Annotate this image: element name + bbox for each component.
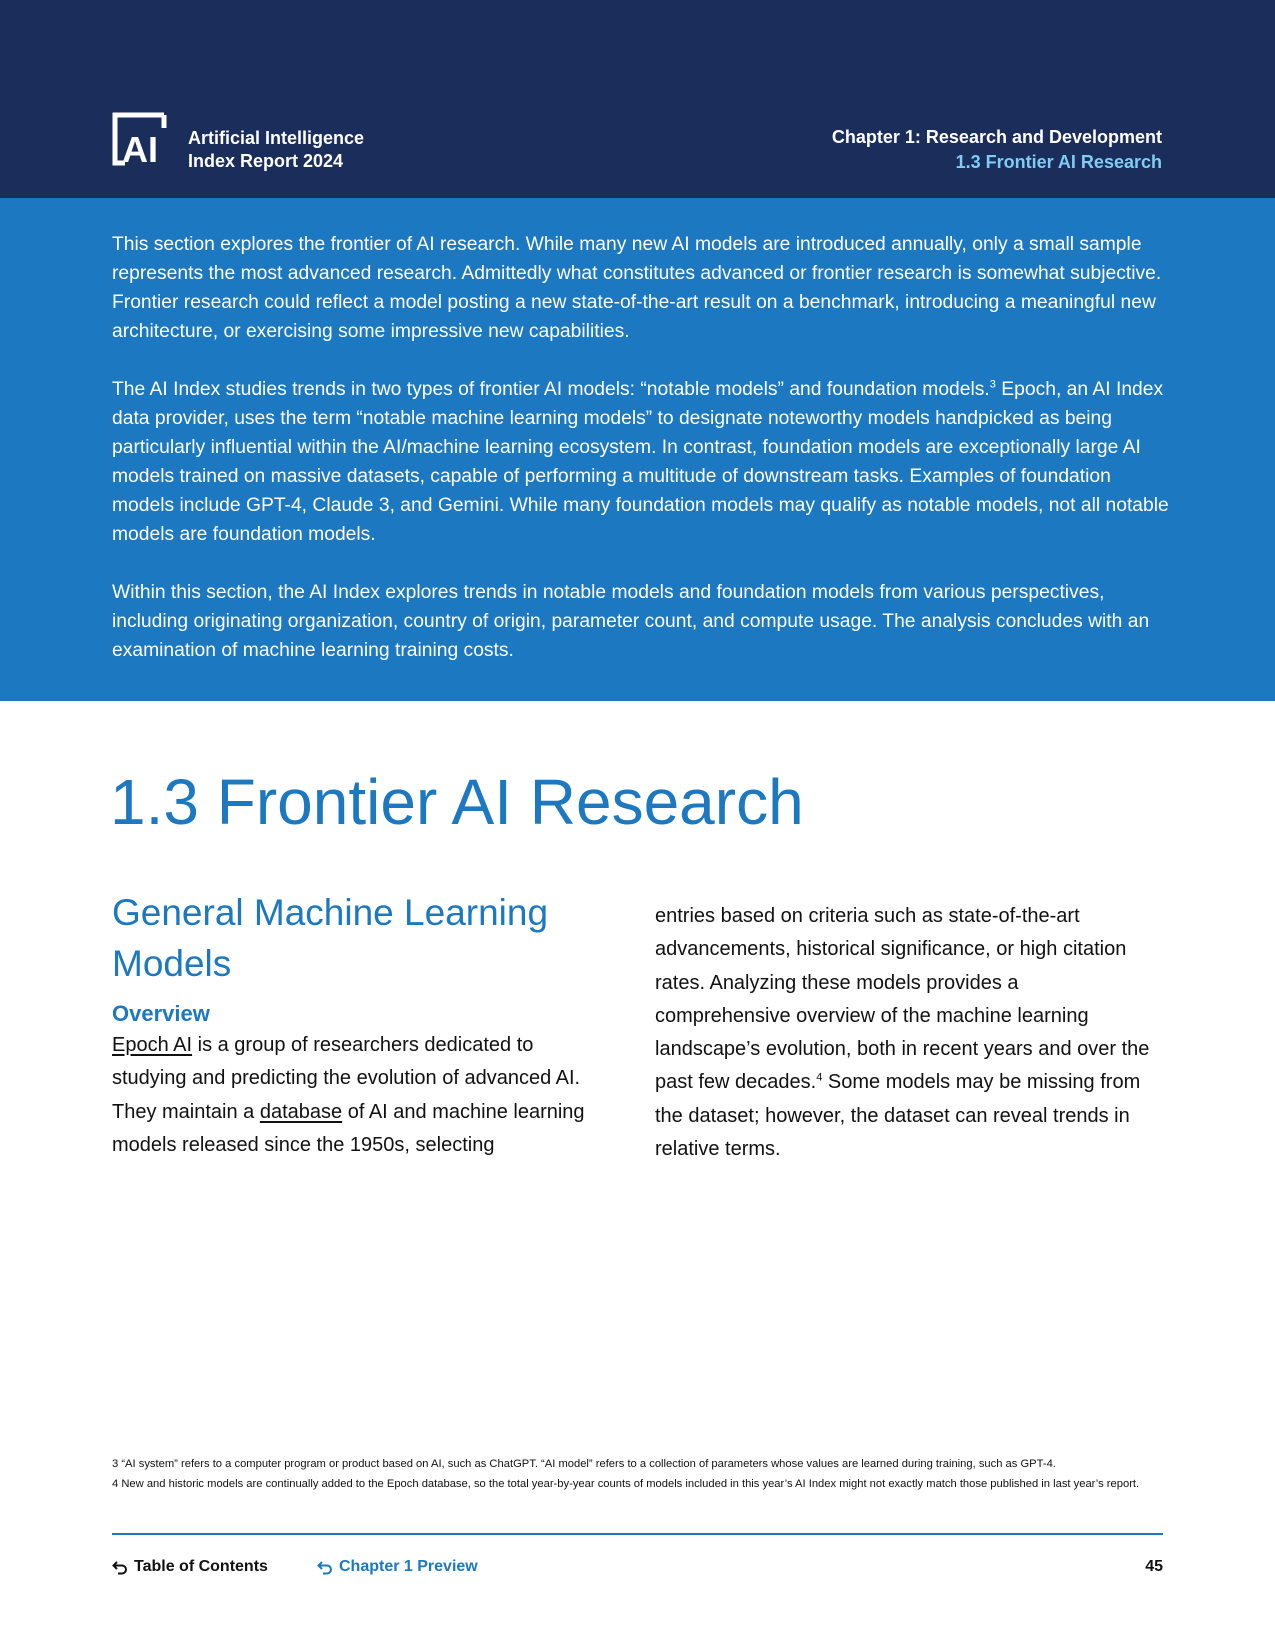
- left-text-1: is a group of researchers dedicated to studying and predicting the evolution of advanced AI. They maintain a: [112, 1034, 581, 1123]
- intro-paragraph-2-part1: The AI Index studies trends in two types of frontier AI models: “notable models” and foundation models.: [112, 379, 990, 400]
- page-number: 45: [1145, 1558, 1163, 1575]
- footnote-ref-3[interactable]: 3: [989, 378, 996, 391]
- left-column: [112, 887, 602, 1162]
- right-column: [655, 900, 1155, 1166]
- return-arrow-icon: [317, 1559, 333, 1575]
- intro-paragraph-3: Within this section, the AI Index explores trends in notable models and foundation models from various perspectives, including originating organization, country of origin, parameter count, and compute usage. The analysis concludes with an examination of machine learning training costs.: [112, 582, 1150, 661]
- right-body-text: [655, 900, 1155, 1166]
- subsection-title: General Machine Learning Models: [112, 892, 549, 984]
- footnotes: [112, 1457, 1162, 1497]
- footnote-3: 3 “AI system” refers to a computer program or product based on AI, such as ChatGPT. “AI model” refers to a collection of parameters whose values are learned during training, such as GPT-4.: [112, 1458, 1056, 1470]
- left-body-text: [112, 1029, 602, 1162]
- chapter-title: Chapter 1: Research and Development: [831, 127, 1162, 147]
- chapter-heading: [832, 125, 1162, 175]
- right-text-1: entries based on criteria such as state-of-the-art advancements, historical significance, or high citation rates. Analyzing these models provides a comprehensive overview of the machine learning landscape’s evolution, both in recent years and over the past few decades.: [655, 905, 1150, 1094]
- page-title: 1.3 Frontier AI Research: [110, 766, 804, 838]
- left-text-2: of AI and machine learning models released since the 1950s, selecting: [112, 1100, 585, 1156]
- preview-label: Chapter 1 Preview: [339, 1558, 478, 1575]
- intro-paragraph-1: This section explores the frontier of AI research. While many new AI models are introduced annually, only a small sample represents the most advanced research. Admittedly what constitutes advanced or frontier research is somewhat subjective. Frontier research could reflect a model posting a new state-of-the-art result on a benchmark, introducing a meaningful new architecture, or exercising some impressive new capabilities.: [112, 234, 1162, 342]
- intro-paragraph-2-part2: Epoch, an AI Index data provider, uses the term “notable machine learning models” to designate noteworthy models handpicked as being particularly influential within the AI/machine learning ecosystem. In contrast, foundation models are exceptionally large AI models trained on massive datasets, capable of performing a multitude of downstream tasks. Examples of foundation models include GPT-4, Claude 3, and Gemini. While many foundation models may qualify as notable models, not all notable models are foundation models.: [112, 379, 1169, 545]
- intro-paragraph-2: [112, 375, 1172, 549]
- database-link[interactable]: database: [259, 1100, 343, 1123]
- right-text-2: Some models may be missing from the dataset; however, the dataset can reveal trends in relative terms.: [655, 1071, 1141, 1161]
- report-title: [188, 127, 364, 173]
- header-bar: [0, 0, 1275, 198]
- footnote-ref-4[interactable]: 4: [816, 1071, 823, 1084]
- overview-heading: Overview: [112, 1001, 210, 1026]
- epoch-ai-link[interactable]: Epoch AI: [112, 1034, 193, 1056]
- ai-index-logo: [112, 112, 174, 166]
- toc-label: Table of Contents: [134, 1558, 268, 1575]
- intro-box: [0, 198, 1275, 701]
- section-title: 1.3 Frontier AI Research: [955, 152, 1162, 172]
- svg-text:AI: AI: [122, 129, 158, 166]
- footnote-4: 4 New and historic models are continually added to the Epoch database, so the total year-by-year counts of models included in this year’s AI Index might not exactly match those published in last year’s report.: [112, 1478, 1140, 1490]
- chapter-preview-link[interactable]: [317, 1555, 478, 1579]
- report-title-line1: Artificial Intelligence: [188, 128, 365, 148]
- intro-text: [112, 230, 1172, 694]
- footer-divider: [112, 1533, 1163, 1535]
- table-of-contents-link[interactable]: [112, 1555, 268, 1579]
- return-arrow-icon: [112, 1559, 128, 1575]
- report-title-line2: Index Report 2024: [188, 151, 344, 171]
